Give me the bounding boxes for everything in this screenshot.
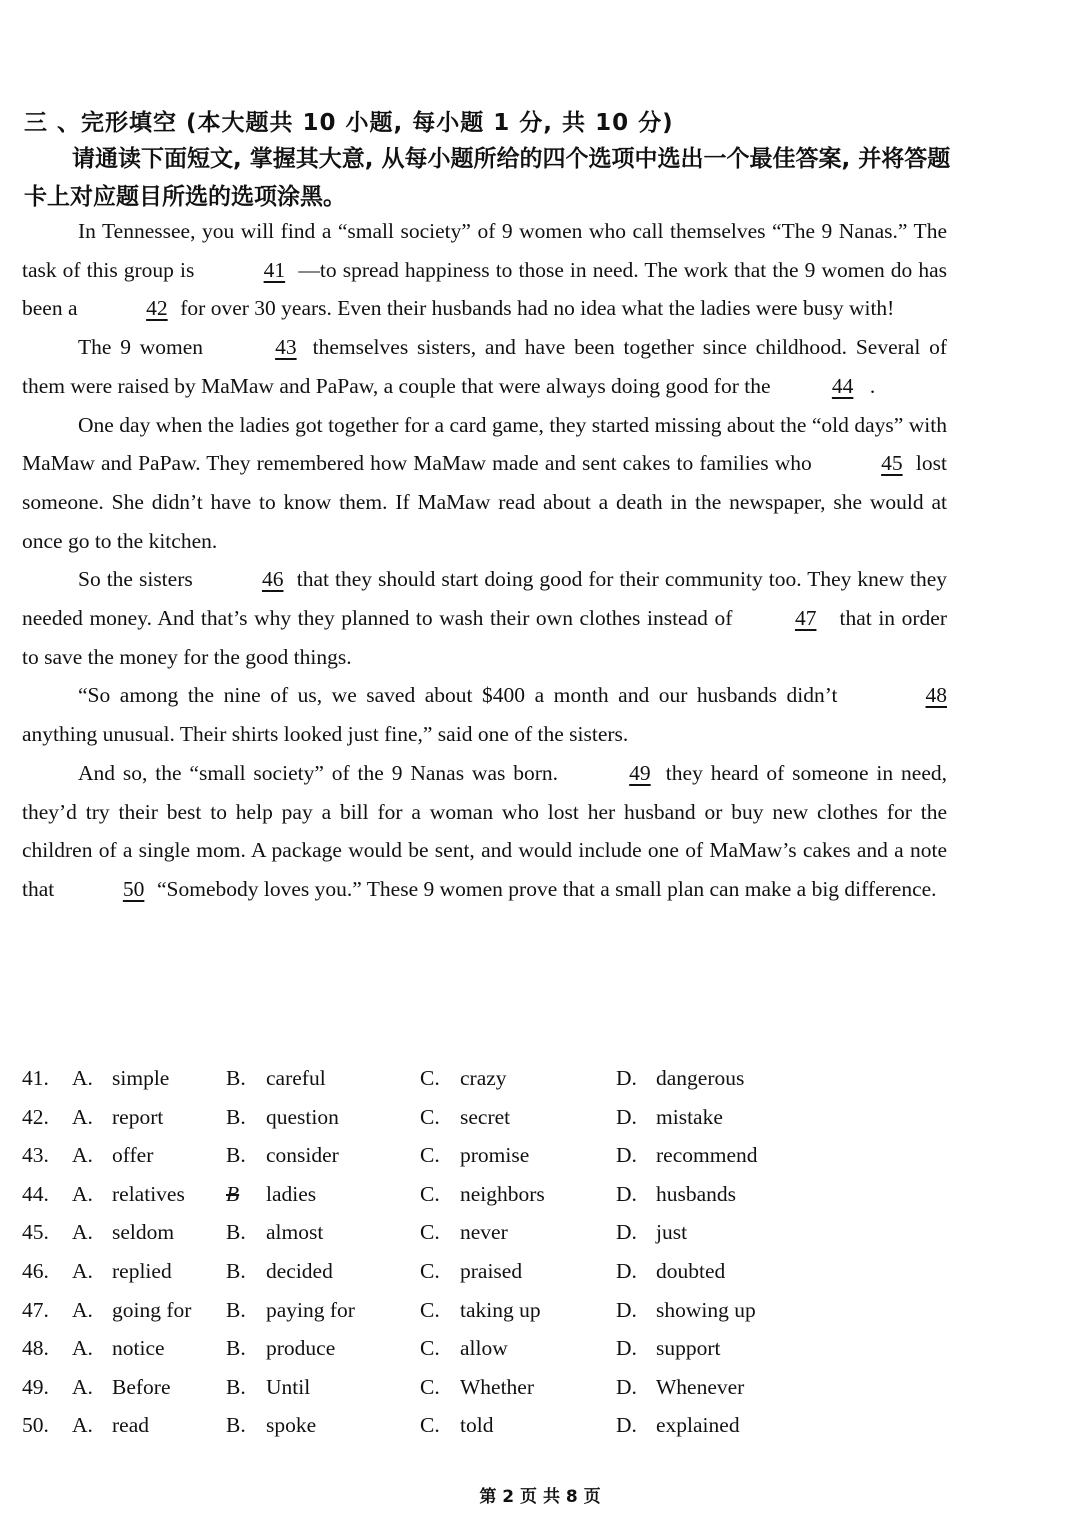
option-d: D. doubted xyxy=(616,1258,726,1283)
blank-47: 47 xyxy=(794,606,817,631)
option-a: A. offer xyxy=(72,1143,154,1168)
text-run: for over 30 years. Even their husbands had no idea what the ladies were busy with! xyxy=(174,296,895,321)
text-run: themselves sisters, and have been together since childhood. Several of them were raised by MaMaw and PaPaw, a couple that were always doing good for the xyxy=(22,335,948,398)
paragraph-5 xyxy=(22,676,947,753)
text-run: anything unusual. Their shirts looked just fine,” said one of the sisters. xyxy=(22,722,629,747)
paragraph-2 xyxy=(22,328,947,405)
blank-48: 48 xyxy=(925,683,947,708)
option-b: B. almost xyxy=(226,1220,324,1245)
question-number: 43. xyxy=(22,1143,49,1168)
blank-43: 43 xyxy=(275,335,297,360)
question-number: 45. xyxy=(22,1220,49,1245)
option-b: B. question xyxy=(226,1104,339,1129)
question-row-43 xyxy=(22,1143,922,1182)
question-row-47 xyxy=(22,1298,922,1337)
option-d: D. support xyxy=(616,1336,721,1361)
question-row-48 xyxy=(22,1336,922,1375)
question-row-44 xyxy=(22,1182,922,1221)
option-a: A. going for xyxy=(72,1297,192,1322)
option-c: C. never xyxy=(420,1220,508,1245)
option-a: A. simple xyxy=(72,1066,170,1090)
option-a: A. relatives xyxy=(72,1181,185,1206)
text-run: they heard of someone in need, they’d try their best to help pay a bill for a woman who lost her husband or buy new clothes for the children of a single mom. A package would be sent, and would include one of MaMaw’s cakes and a note that xyxy=(22,760,947,901)
question-row-49 xyxy=(22,1375,922,1414)
option-c: C. crazy xyxy=(420,1066,507,1090)
option-a: A. report xyxy=(72,1104,164,1129)
page-number: 第 2 页 共 8 页 xyxy=(479,1487,601,1507)
text-run: One day when the ladies got together for a card game, they started missing about the “old days” with MaMaw and PaPaw. They remembered how MaMaw made and sent cakes to families who xyxy=(22,412,947,476)
text-run: In Tennessee, you will find a “small society” of 9 women who call themselves “The 9 Nanas.” The task of this group is xyxy=(22,219,947,282)
option-a: A. seldom xyxy=(72,1220,175,1245)
option-a: A. notice xyxy=(72,1336,165,1361)
option-b: B. spoke xyxy=(226,1413,317,1438)
option-c: C. told xyxy=(420,1413,494,1438)
option-b: B. paying for xyxy=(226,1297,355,1322)
blank-42: 42 xyxy=(146,296,168,321)
option-c: C. allow xyxy=(420,1336,508,1361)
question-number: 41. xyxy=(22,1066,49,1090)
question-number: 49. xyxy=(22,1374,49,1399)
question-number: 42. xyxy=(22,1104,49,1129)
question-number: 44. xyxy=(22,1181,49,1206)
option-b-marked: B ladies xyxy=(226,1181,317,1206)
option-b: B. Until xyxy=(226,1374,311,1399)
option-a: A. Before xyxy=(72,1374,171,1399)
question-row-41 xyxy=(22,1066,922,1105)
question-row-50 xyxy=(22,1413,922,1452)
blank-44: 44 xyxy=(831,373,854,398)
paragraph-4 xyxy=(22,560,947,676)
question-row-42 xyxy=(22,1105,922,1144)
section-instruction: 请通读下面短文, 掌握其大意, 从每小题所给的四个选项中选出一个最佳答案, 并将答题卡上对应题目所选的选项涂黑。 xyxy=(24,146,951,210)
text-run: —to spread happiness to those in need. The work that the 9 women do has been a xyxy=(22,257,947,321)
text-run: . xyxy=(869,373,876,398)
option-b: B. produce xyxy=(226,1336,336,1361)
option-a: A. replied xyxy=(72,1258,172,1283)
option-b: B. consider xyxy=(226,1143,339,1168)
question-number: 47. xyxy=(22,1297,49,1322)
text-run: “So among the nine of us, we saved about $400 a month and our husbands didn’t xyxy=(78,683,847,708)
question-row-46 xyxy=(22,1259,922,1298)
option-d: D. recommend xyxy=(616,1143,758,1168)
question-row-45 xyxy=(22,1220,922,1259)
option-d: D. dangerous xyxy=(616,1066,745,1090)
question-number: 46. xyxy=(22,1258,49,1283)
blank-46: 46 xyxy=(261,567,284,592)
section-title: 三 、完形填空 (本大题共 10 小题, 每小题 1 分, 共 10 分) xyxy=(24,110,674,136)
blank-50: 50 xyxy=(122,876,145,901)
blank-45: 45 xyxy=(881,451,903,476)
option-c: C. taking up xyxy=(420,1297,541,1322)
option-d: D. explained xyxy=(616,1413,740,1438)
blank-41: 41 xyxy=(263,257,286,282)
question-number: 50. xyxy=(22,1413,49,1438)
option-c: C. neighbors xyxy=(420,1181,545,1206)
option-a: A. read xyxy=(72,1413,149,1438)
option-d: D. Whenever xyxy=(616,1374,745,1399)
paragraph-6 xyxy=(22,754,947,909)
option-d: D. husbands xyxy=(616,1181,737,1206)
text-run: So the sisters xyxy=(78,567,199,592)
text-run: that they should start doing good for their community too. They knew they needed money. And that’s why they planned to wash their own clothes instead of xyxy=(22,567,947,631)
text-run: And so, the “small society” of the 9 Nanas was born. xyxy=(78,760,566,785)
text-run: The 9 women xyxy=(78,335,212,360)
option-c: C. praised xyxy=(420,1258,523,1283)
blank-49: 49 xyxy=(629,760,651,785)
option-d: D. just xyxy=(616,1220,688,1245)
text-run: lost someone. She didn’t have to know them. If MaMaw read about a death in the newspaper, she would at once go to the kitchen. xyxy=(22,451,947,553)
option-d: D. showing up xyxy=(616,1297,756,1322)
option-c: C. secret xyxy=(420,1104,511,1129)
paragraph-3 xyxy=(22,406,947,561)
text-run: “Somebody loves you.” These 9 women prove that a small plan can make a big difference. xyxy=(151,876,937,901)
cloze-passage xyxy=(22,212,947,909)
paragraph-1 xyxy=(22,212,947,328)
answer-options xyxy=(22,1066,922,1452)
text-run: that in order to save the money for the good things. xyxy=(22,606,947,669)
option-c: C. promise xyxy=(420,1143,530,1168)
question-number: 48. xyxy=(22,1336,49,1361)
option-d: D. mistake xyxy=(616,1104,723,1129)
option-b: B. decided xyxy=(226,1258,333,1283)
option-b: B. careful xyxy=(226,1066,326,1090)
option-c: C. Whether xyxy=(420,1374,535,1399)
